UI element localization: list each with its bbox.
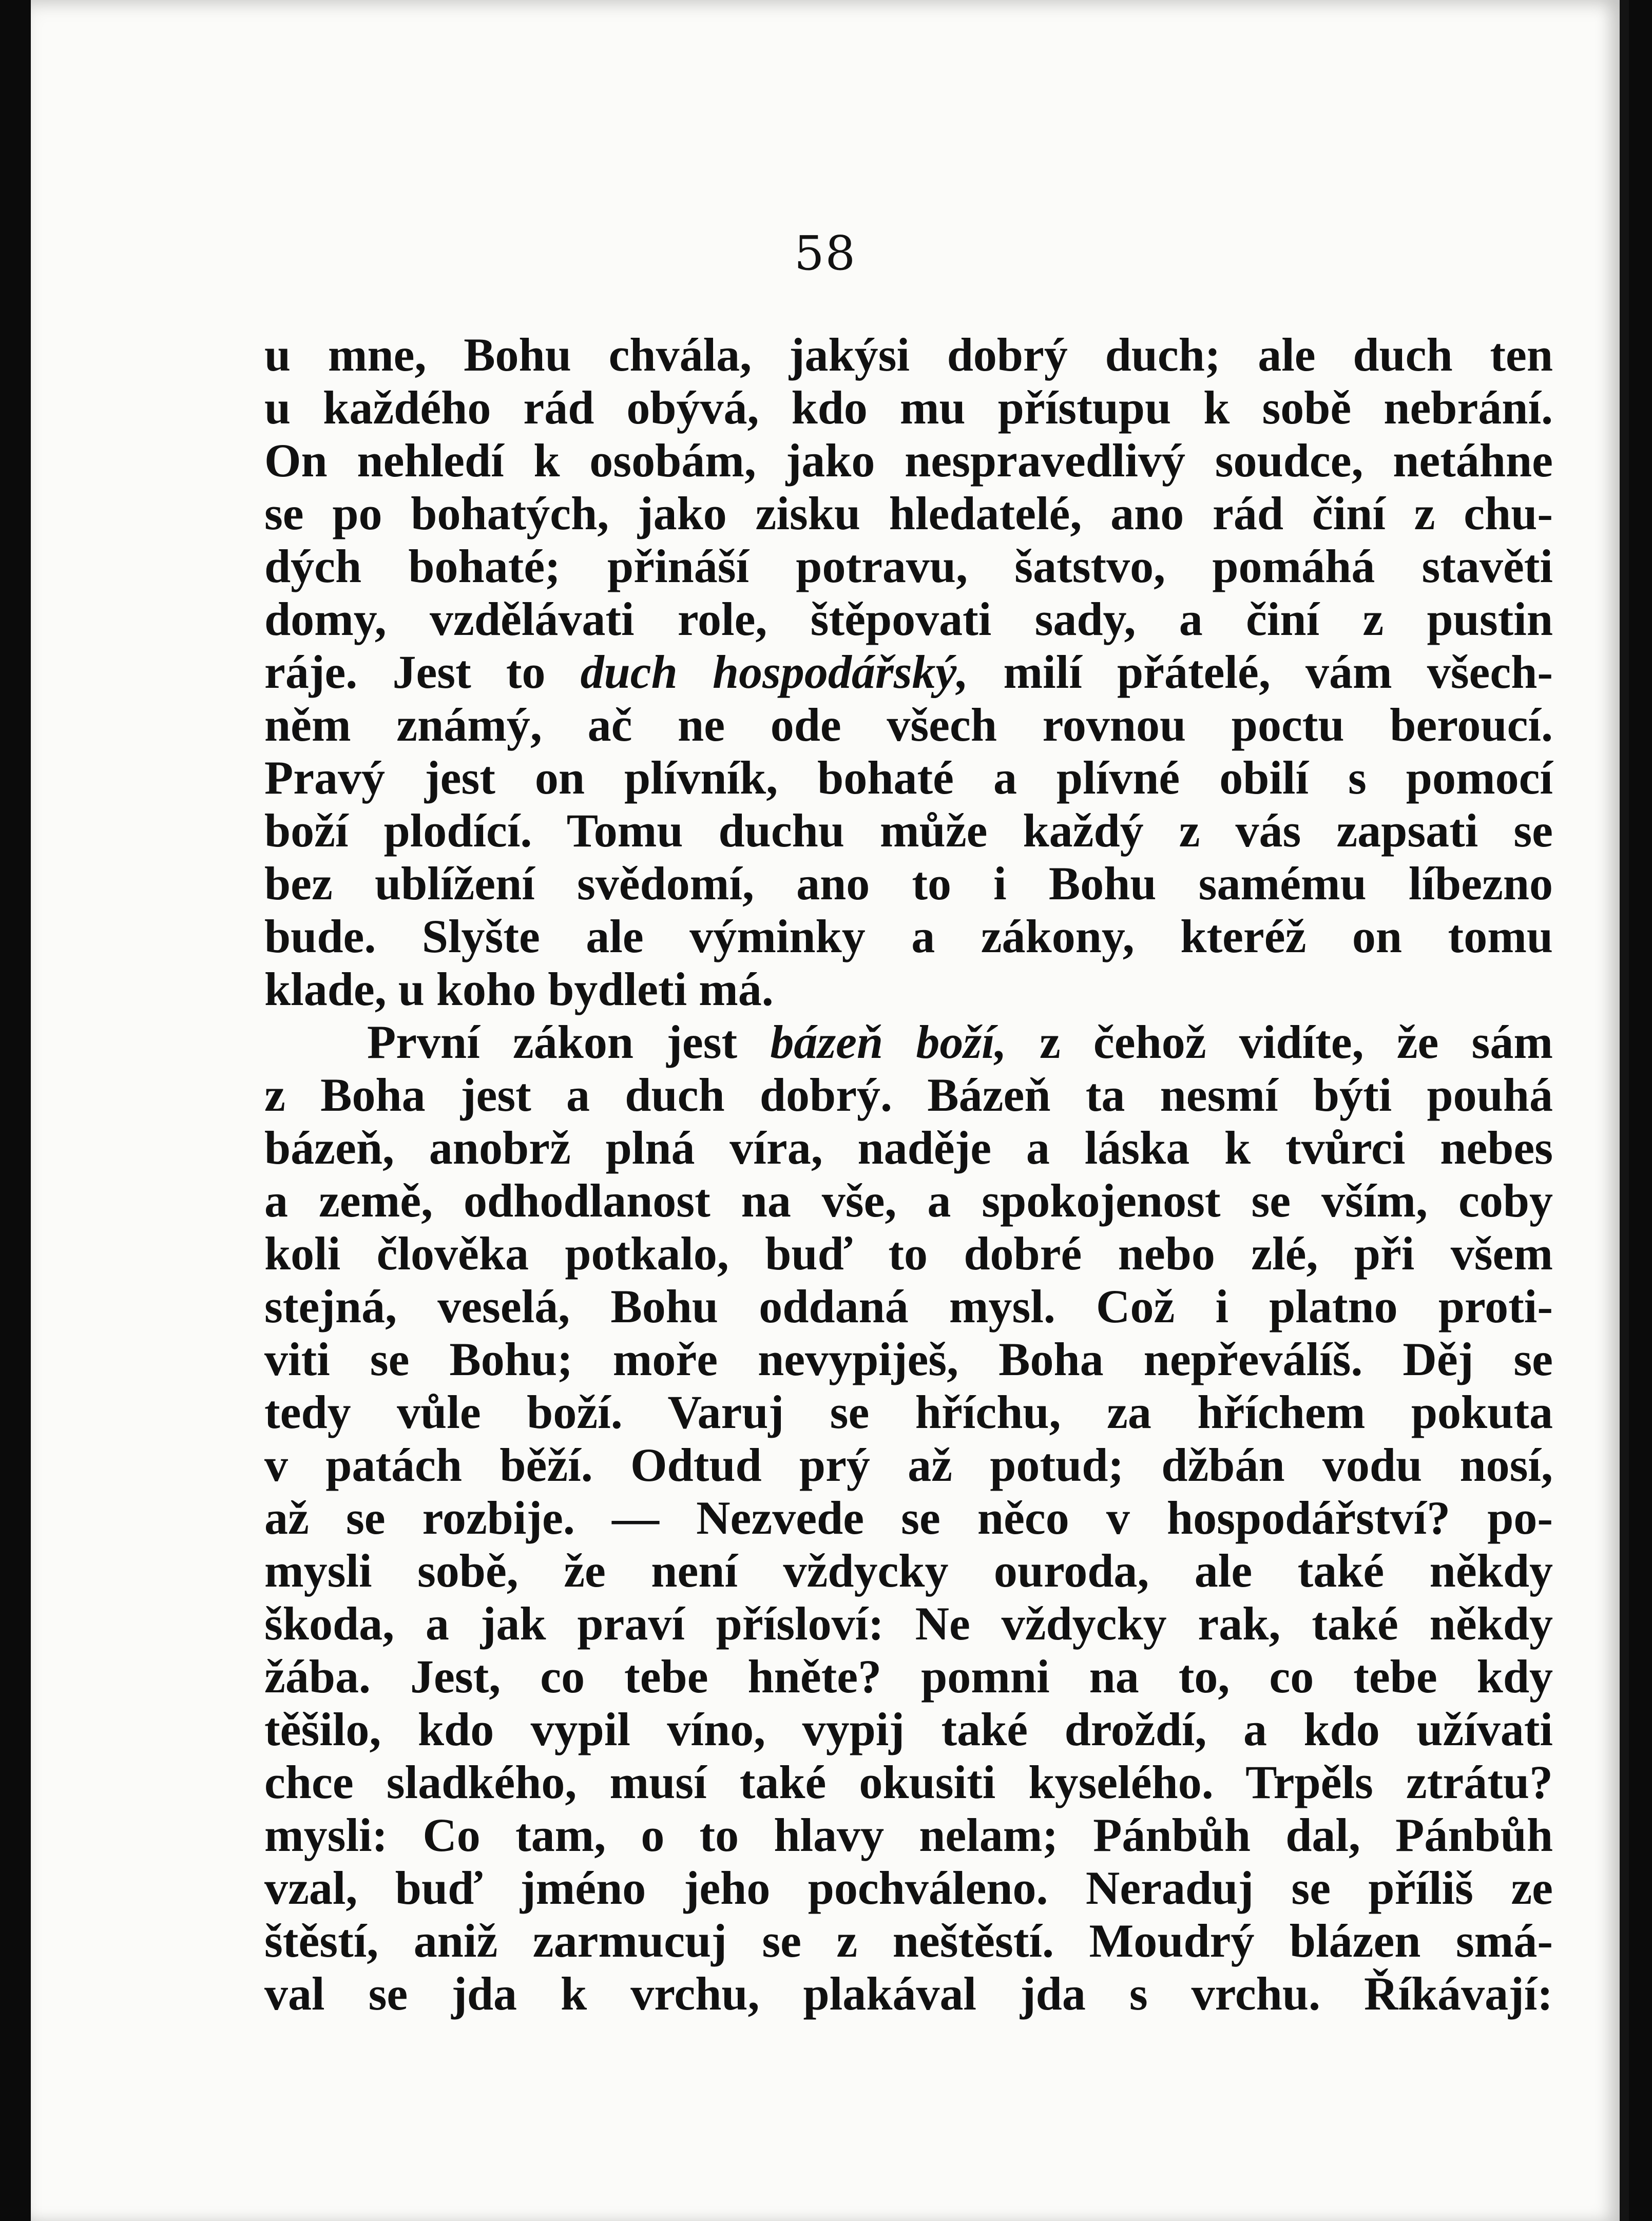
text-line (264, 1122, 1553, 1174)
text-segment: z Boha jest a duch dobrý. Bázeň ta nesmí býti pouhá (264, 1069, 1553, 1121)
text-line (264, 646, 1553, 699)
text-segment: těšilo, kdo vypil víno, vypij také droždí, a kdo užívati (264, 1703, 1553, 1755)
text-line (264, 1967, 1553, 2020)
text-line (264, 1597, 1553, 1650)
text-line (264, 1280, 1553, 1333)
text-line (264, 593, 1553, 646)
text-segment: bude. Slyšte ale výminky a zákony, kteréž on tomu (264, 910, 1553, 962)
body-text (264, 329, 1553, 2020)
text-line (264, 1862, 1553, 1915)
text-line (264, 540, 1553, 593)
text-line (264, 1227, 1553, 1280)
text-segment: z čehož vidíte, že sám (1006, 1016, 1553, 1068)
text-segment: a země, odhodlanost na vše, a spokojenost se vším, coby (264, 1174, 1553, 1227)
book-page (31, 0, 1629, 2221)
text-segment: On nehledí k osobám, jako nespravedlivý soudce, netáhne (264, 434, 1553, 487)
text-segment: štěstí, aniž zarmucuj se z neštěstí. Moudrý blázen smá- (264, 1915, 1553, 1967)
text-line (264, 1809, 1553, 1862)
text-line (264, 857, 1553, 910)
text-line (264, 699, 1553, 751)
text-segment: chce sladkého, musí také okusiti kyselého. Trpěls ztrátu? (264, 1756, 1553, 1808)
text-segment: tedy vůle boží. Varuj se hříchu, za hříchem pokuta (264, 1386, 1553, 1438)
text-line (264, 963, 1553, 1016)
text-segment: vzal, buď jméno jeho pochváleno. Neraduj se příliš ze (264, 1862, 1553, 1914)
text-line (264, 1756, 1553, 1809)
text-line (264, 1333, 1553, 1386)
text-line (264, 434, 1553, 487)
text-segment: u každého rád obývá, kdo mu přístupu k sobě nebrání. (264, 381, 1553, 434)
text-segment: bázeň, anobrž plná víra, naděje a láska k tvůrci nebes (264, 1122, 1553, 1174)
text-line (264, 1915, 1553, 1967)
text-line (264, 1069, 1553, 1122)
text-segment: stejná, veselá, Bohu oddaná mysl. Což i platno proti- (264, 1280, 1553, 1332)
text-line (264, 1544, 1553, 1597)
text-segment: domy, vzdělávati role, štěpovati sady, a činí z pustin (264, 593, 1553, 645)
text-line (264, 1386, 1553, 1439)
italic-phrase: duch hospodářský, (580, 646, 969, 698)
text-line (264, 1439, 1553, 1492)
text-segment: bez ublížení svědomí, ano to i Bohu samému líbezno (264, 857, 1553, 910)
text-line (264, 910, 1553, 963)
text-line (264, 1492, 1553, 1544)
text-line (264, 1650, 1553, 1703)
italic-phrase: bázeň boží, (770, 1016, 1007, 1068)
text-line (264, 1703, 1553, 1756)
text-segment: milí přátelé, vám všech- (968, 646, 1553, 698)
text-segment: dých bohaté; přináší potravu, šatstvo, pomáhá stavěti (264, 540, 1553, 592)
text-segment: První zákon jest (367, 1016, 771, 1068)
text-line (264, 1174, 1553, 1227)
text-segment: v patách běží. Odtud prý až potud; džbán vodu nosí, (264, 1439, 1553, 1491)
text-line (264, 751, 1553, 804)
text-line (264, 1016, 1553, 1069)
text-segment: mysli sobě, že není vždycky ouroda, ale také někdy (264, 1544, 1553, 1597)
text-segment: viti se Bohu; moře nevypiješ, Boha nepřeválíš. Děj se (264, 1333, 1553, 1385)
text-line (264, 804, 1553, 857)
text-segment: Pravý jest on plívník, bohaté a plívné obilí s pomocí (264, 751, 1553, 804)
text-segment: ráje. Jest to (264, 646, 581, 698)
text-segment: u mne, Bohu chvála, jakýsi dobrý duch; ale duch ten (264, 329, 1553, 381)
text-segment: se po bohatých, jako zisku hledatelé, ano rád činí z chu- (264, 487, 1553, 539)
text-line (264, 487, 1553, 540)
text-segment: škoda, a jak praví přísloví: Ne vždycky rak, také někdy (264, 1597, 1553, 1650)
text-segment: klade, u koho bydleti má. (264, 963, 774, 1015)
text-segment: až se rozbije. — Nezvede se něco v hospodářství? po- (264, 1492, 1553, 1544)
text-line (264, 381, 1553, 434)
text-segment: val se jda k vrchu, plakával jda s vrchu. Říkávají: (264, 1967, 1553, 2020)
text-segment: žába. Jest, co tebe hněte? pomni na to, co tebe kdy (264, 1650, 1553, 1703)
text-segment: boží plodící. Tomu duchu může každý z vás zapsati se (264, 804, 1553, 857)
text-line (264, 329, 1553, 381)
text-segment: koli člověka potkalo, buď to dobré nebo zlé, při všem (264, 1227, 1553, 1280)
page-number: 58 (794, 226, 857, 281)
text-segment: mysli: Co tam, o to hlavy nelam; Pánbůh dal, Pánbůh (264, 1809, 1553, 1861)
text-segment: něm známý, ač ne ode všech rovnou poctu beroucí. (264, 699, 1553, 751)
